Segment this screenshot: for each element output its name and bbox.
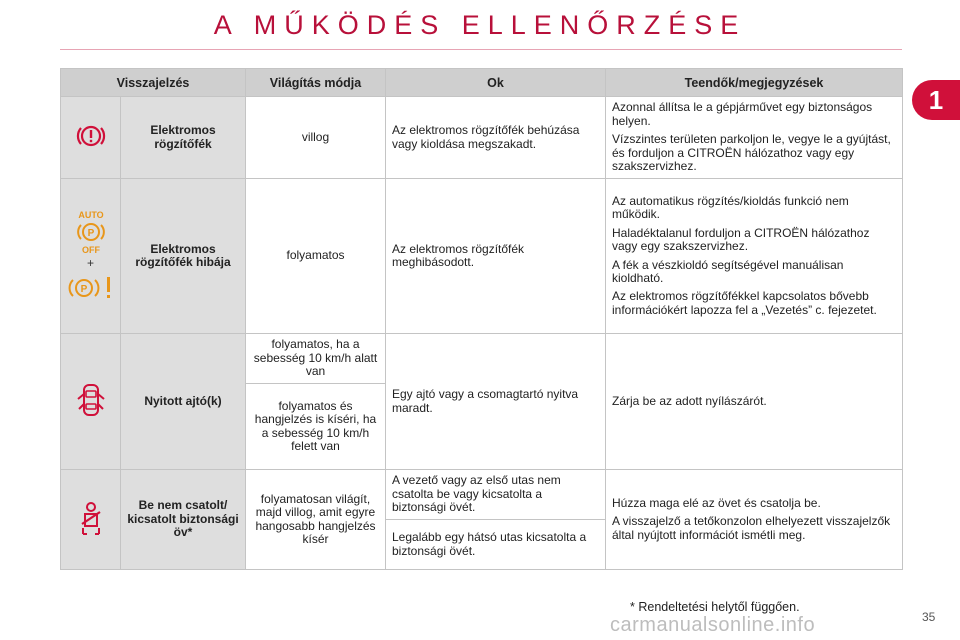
page-number: 35 (922, 610, 936, 624)
title-divider (60, 49, 902, 50)
lighting-mode: villog (246, 97, 386, 179)
footnote: * Rendeltetési helytől függően. (630, 600, 800, 614)
parking-brake-warning-icon (76, 121, 106, 151)
notes-cell (606, 470, 903, 570)
cause-text: Legalább egy hátsó utas kicsatolta a biztonsági övét. (386, 520, 606, 570)
plus-sign: + (86, 256, 94, 271)
note-paragraph: Húzza maga elé az övet és csatolja be. (612, 495, 821, 510)
header-actions-notes: Teendők/megjegyzések (606, 69, 903, 97)
cause-text: A vezető vagy az első utas nem csatolta be vagy kicsatolta a biztonsági övét. (386, 470, 606, 520)
cause-text: Az elektromos rögzítőfék behúzása vagy kioldása megszakadt. (386, 97, 606, 179)
table-row (61, 334, 903, 384)
page-title: A MŰKÖDÉS ELLENŐRZÉSE (213, 10, 747, 40)
door-open-icon (76, 380, 106, 420)
cause-text: Az elektromos rögzítőfék meghibásodott. (386, 179, 606, 334)
indicator-name: Elektromos rögzítőfék (121, 97, 246, 179)
indicator-cell (61, 334, 121, 470)
table-row (61, 179, 903, 334)
chapter-tab[interactable]: 1 (912, 80, 960, 120)
watermark-text: carmanualsonline.info (610, 614, 816, 636)
indicator-cell (61, 179, 121, 334)
note-paragraph: Az automatikus rögzítés/kioldás funkció nem működik. (612, 193, 849, 222)
note-paragraph: Azonnal állítsa le a gépjárművet egy biztonságos helyen. (612, 100, 873, 128)
parking-brake-fault-icon (64, 273, 118, 303)
auto-off-parking-brake-icon (71, 209, 111, 255)
notes-cell (606, 179, 903, 334)
table-header-row (61, 69, 903, 97)
indicator-name: Nyitott ajtó(k) (121, 334, 246, 470)
indicator-cell (61, 97, 121, 179)
notes-cell (606, 97, 903, 179)
indicator-cell (61, 470, 121, 570)
lighting-mode: folyamatosan világít, majd villog, amit egyre hangosabb hangjelzés kísér (246, 470, 386, 570)
svg-text:P: P (87, 228, 94, 240)
indicator-name: Be nem csatolt/ kicsatolt biztonsági öv* (121, 470, 246, 570)
note-paragraph: Vízszintes területen parkoljon le, vegye le a gyújtást, és forduljon a CITROËN hálózathoz vagy egy szakszervizhez. (612, 132, 891, 174)
header-indicator: Visszajelzés (61, 69, 246, 97)
cause-text: Egy ajtó vagy a csomagtartó nyitva maradt. (386, 334, 606, 470)
note-paragraph: Az elektromos rögzítőfékkel kapcsolatos bővebb információkért lapozza fel a „Vezetés” c. fejezetet. (612, 289, 877, 317)
note-paragraph: Haladéktalanul forduljon a CITROËN hálózathoz vagy egy szakszervizhez. (612, 225, 870, 254)
lighting-mode: folyamatos (246, 179, 386, 334)
table-row (61, 97, 903, 179)
auto-label: AUTO (77, 210, 104, 221)
note-paragraph: Zárja be az adott nyílászárót. (612, 393, 767, 408)
note-paragraph: A visszajelző a tetőkonzolon elhelyezett visszajelzők által nyújtott információt ismétli meg. (612, 514, 891, 542)
header-cause: Ok (386, 69, 606, 97)
warning-lights-table (60, 68, 903, 570)
table-row (61, 470, 903, 520)
note-paragraph: A fék a vészkioldó segítségével manuálisan kioldható. (612, 257, 844, 285)
svg-text:P: P (80, 283, 87, 295)
header-lighting-mode: Világítás módja (246, 69, 386, 97)
indicator-name: Elektromos rögzítőfék hibája (121, 179, 246, 334)
lighting-mode: folyamatos és hangjelzés is kíséri, ha a sebesség 10 km/h felett van (246, 384, 386, 470)
seatbelt-unfastened-icon (76, 500, 106, 536)
off-label: OFF (81, 245, 100, 256)
notes-cell (606, 334, 903, 470)
lighting-mode: folyamatos, ha a sebesség 10 km/h alatt van (246, 334, 386, 384)
